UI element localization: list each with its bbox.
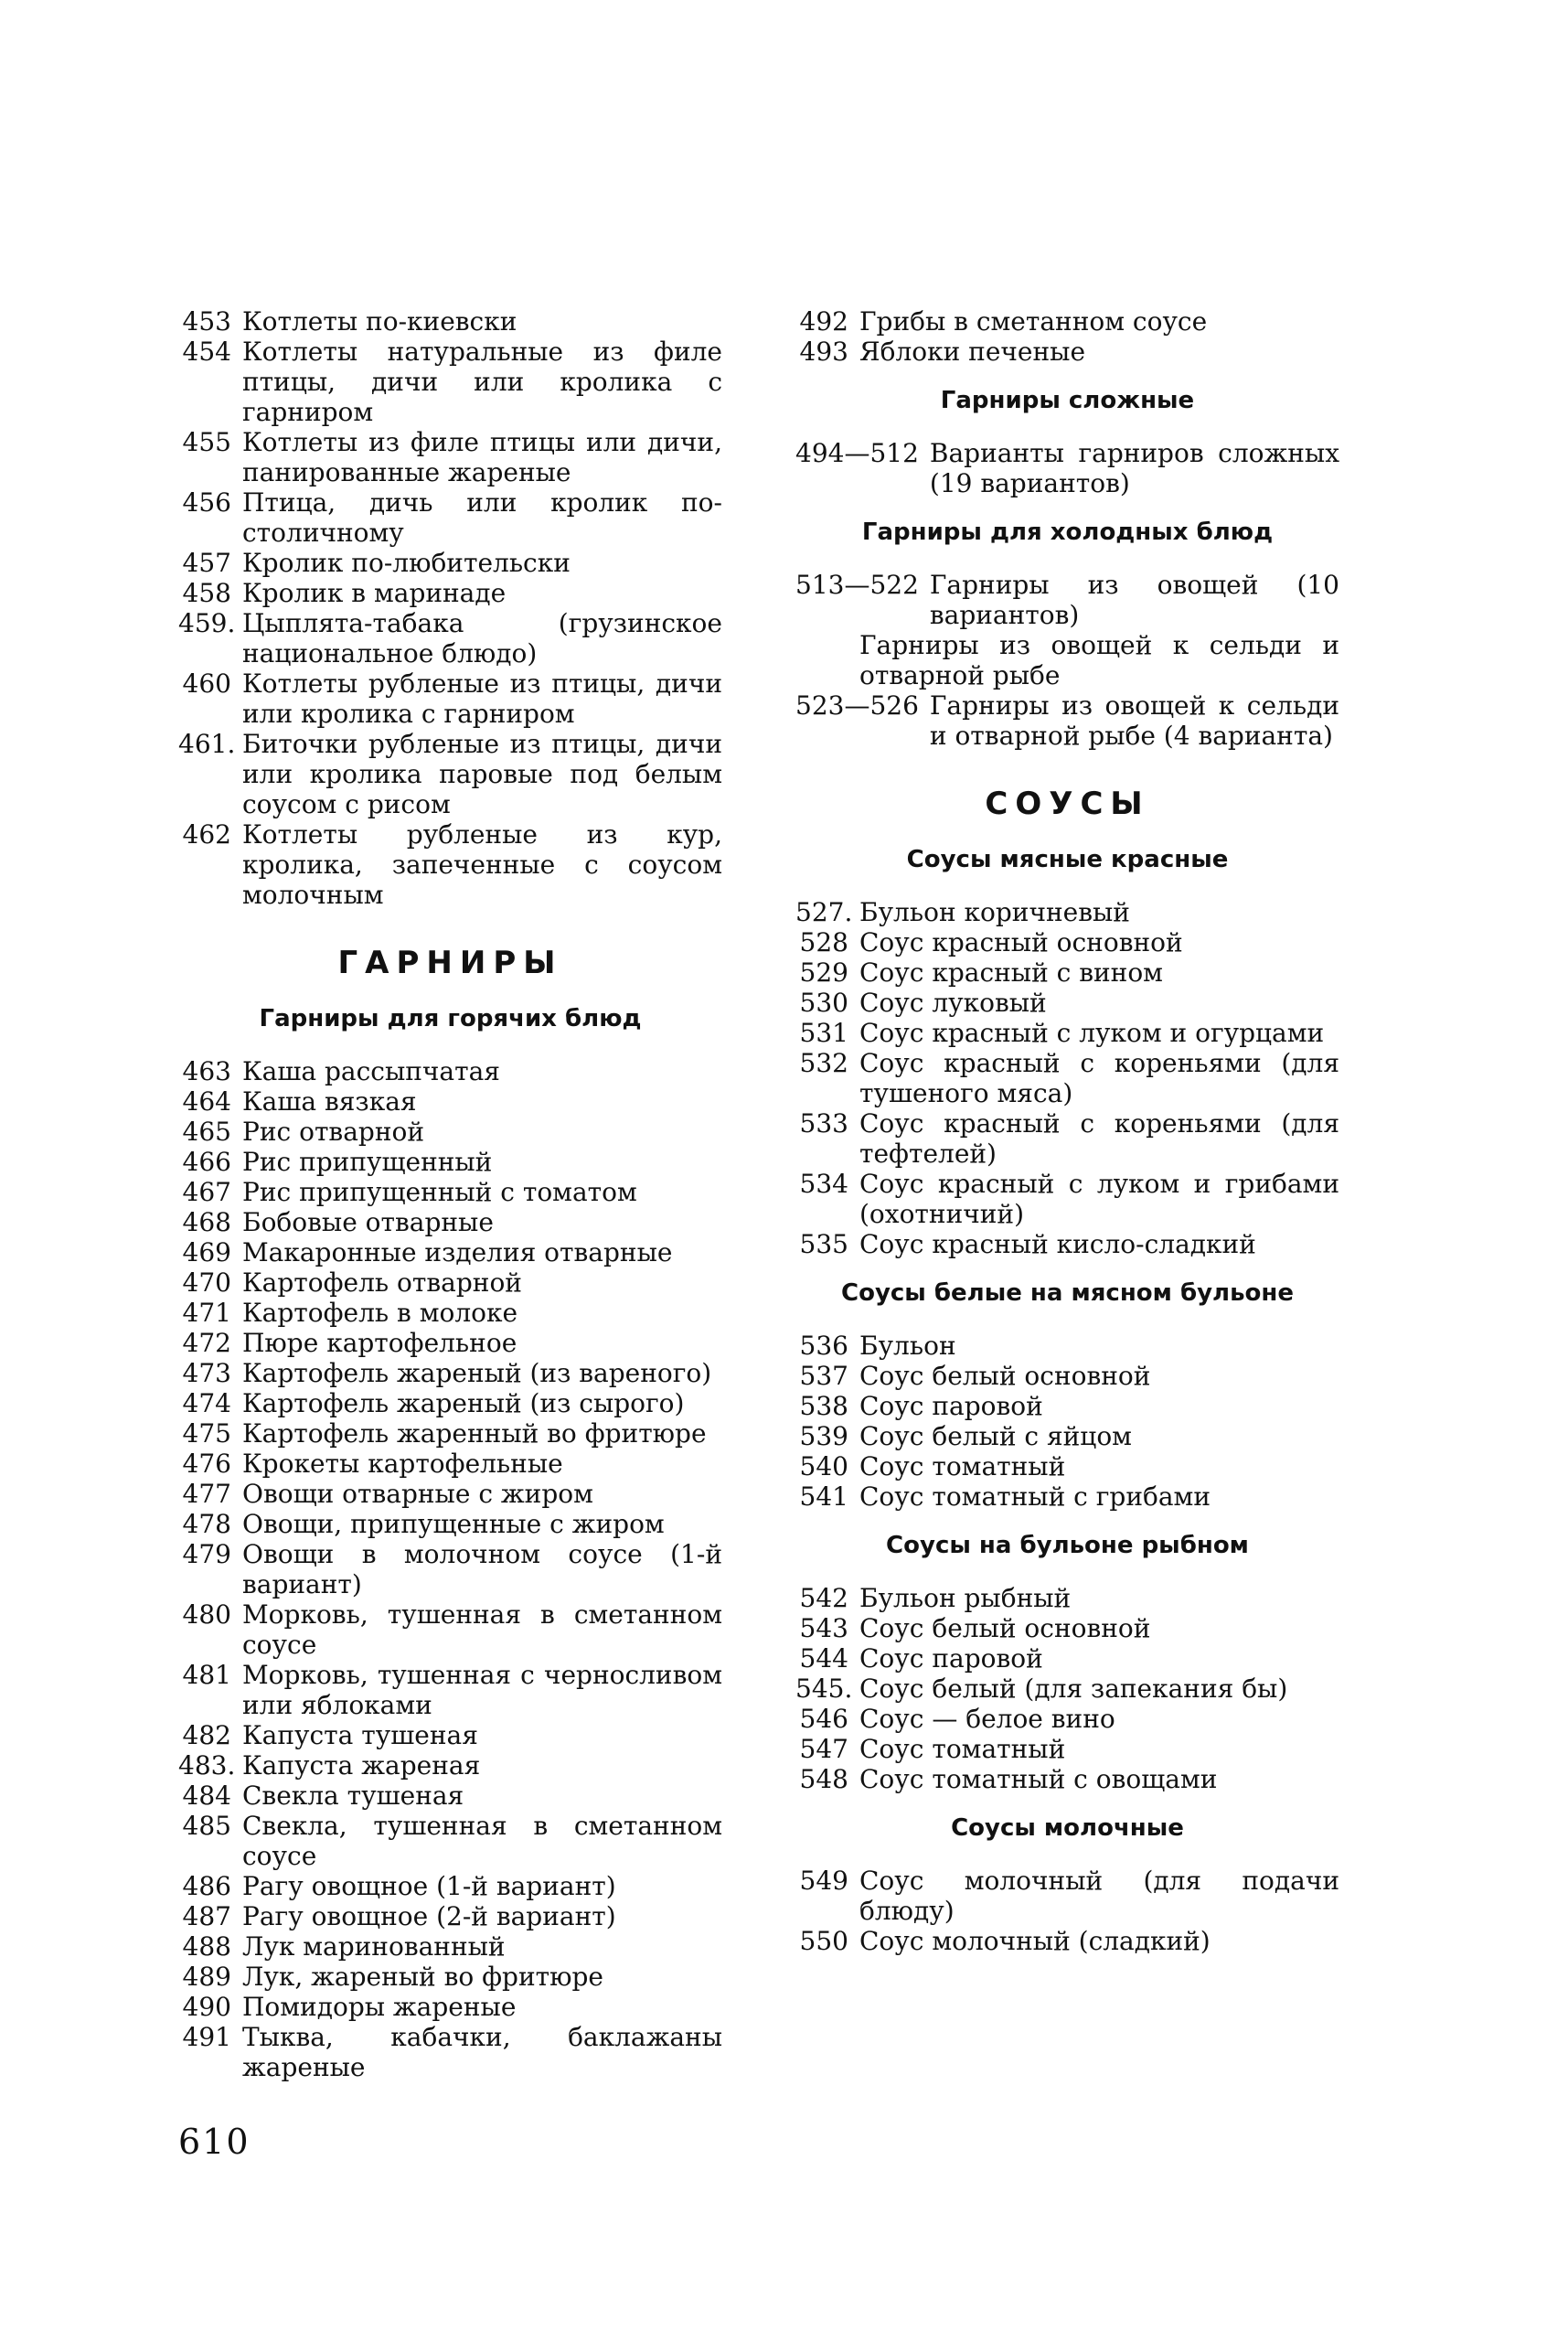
- item-text: Яблоки печеные: [859, 337, 1086, 367]
- subheading-complex-garnish: Гарниры сложные: [940, 387, 1195, 414]
- item-text: Овощи, припущенные с жиром: [242, 1509, 665, 1539]
- item-text: Соус белый (для запекания бы): [859, 1674, 1288, 1704]
- item-number: 471: [182, 1298, 231, 1328]
- item-text: Лук маринованный: [242, 1931, 506, 1962]
- page-number: 610: [178, 2122, 251, 2162]
- item-number: 453: [182, 306, 231, 337]
- list-item: [178, 1177, 722, 1207]
- item-number: 455: [182, 427, 231, 457]
- item-number: 483.: [178, 1750, 236, 1781]
- item-number: 491: [182, 2022, 231, 2052]
- list-item: [178, 1117, 722, 1147]
- list-item: [795, 1481, 1339, 1512]
- subheading-milk-sauces: Соусы молочные: [951, 1814, 1184, 1842]
- item-text: Морковь, тушенная с черносливом или яблоками: [242, 1660, 722, 1720]
- item-number: 486: [182, 1871, 231, 1901]
- item-text: Картофель жареный (из вареного): [242, 1358, 712, 1388]
- item-text: Соус молочный (для подачи блюду): [859, 1866, 1339, 1926]
- item-text: Соус луковый: [859, 988, 1047, 1018]
- item-number: 492: [799, 306, 848, 337]
- list-item: [795, 927, 1339, 957]
- list-item: [795, 630, 1339, 690]
- item-number: 470: [182, 1267, 231, 1298]
- list-item: [795, 1734, 1339, 1764]
- list-item: [795, 1169, 1339, 1229]
- item-text: Биточки рубленые из птицы, дичи или кролика паровые под белым соусом с рисом: [242, 729, 722, 819]
- list-item: [178, 1509, 722, 1539]
- item-text: Соус красный с луком и огурцами: [859, 1018, 1325, 1048]
- list-item: [795, 1229, 1339, 1259]
- item-number: 457: [182, 548, 231, 578]
- left-column: [178, 306, 722, 2082]
- list-item: [178, 1781, 722, 1811]
- list-item: [178, 729, 722, 819]
- list-item: [795, 570, 1339, 630]
- item-text: Бульон коричневый: [859, 897, 1130, 927]
- item-text: Кролик по-любительски: [242, 548, 571, 578]
- item-text: Пюре картофельное: [242, 1328, 517, 1358]
- item-number: 523—526: [795, 690, 919, 721]
- item-text: Соус красный с кореньями (для тушеного мяса): [859, 1048, 1339, 1108]
- item-text: Соус томатный: [859, 1451, 1066, 1481]
- item-text: Соус — белое вино: [859, 1704, 1115, 1734]
- item-number: 531: [799, 1018, 848, 1048]
- list-item: [795, 438, 1339, 498]
- item-text: Гарниры из овощей к сельди и отварной рыбе (4 варианта): [929, 690, 1339, 751]
- item-number: 478: [182, 1509, 231, 1539]
- entry-list: [178, 306, 722, 910]
- list-item: [178, 548, 722, 578]
- item-text: Рагу овощное (1-й вариант): [242, 1871, 616, 1901]
- item-text: Соус молочный (сладкий): [859, 1926, 1211, 1956]
- list-item: [178, 608, 722, 668]
- item-text: Соус красный с кореньями (для тефтелей): [859, 1108, 1339, 1169]
- list-item: [178, 1267, 722, 1298]
- item-number: 460: [182, 668, 231, 699]
- item-number: 532: [799, 1048, 848, 1078]
- item-number: 537: [799, 1361, 848, 1391]
- item-text: Варианты гарниров сложных (19 вариантов): [929, 438, 1339, 498]
- item-number: 534: [799, 1169, 848, 1199]
- item-number: 540: [799, 1451, 848, 1481]
- list-item: [178, 487, 722, 548]
- item-number: 548: [799, 1764, 848, 1794]
- subheading-fish-sauces: Соусы на бульоне рыбном: [886, 1532, 1249, 1559]
- entry-list: [795, 438, 1339, 498]
- item-number: 490: [182, 1992, 231, 2022]
- item-text: Соус красный с вином: [859, 957, 1163, 988]
- list-item: [178, 1479, 722, 1509]
- entry-list: [795, 570, 1339, 751]
- list-item: [178, 819, 722, 910]
- item-number: 482: [182, 1720, 231, 1750]
- item-number: 462: [182, 819, 231, 850]
- item-text: Морковь, тушенная в сметанном соусе: [242, 1599, 722, 1660]
- list-item: [795, 1583, 1339, 1613]
- entry-list: [795, 1866, 1339, 1956]
- item-number: 538: [799, 1391, 848, 1421]
- item-number: 454: [182, 337, 231, 367]
- list-item: [795, 988, 1339, 1018]
- entry-list: [795, 1583, 1339, 1794]
- list-item: [795, 1018, 1339, 1048]
- list-item: [795, 1451, 1339, 1481]
- item-number: 542: [799, 1583, 848, 1613]
- item-number: 546: [799, 1704, 848, 1734]
- item-text: Рагу овощное (2-й вариант): [242, 1901, 616, 1931]
- list-item: [178, 306, 722, 337]
- list-item: [178, 1328, 722, 1358]
- item-number: 466: [182, 1147, 231, 1177]
- item-text: Гарниры из овощей (10 вариантов): [929, 570, 1339, 630]
- list-item: [178, 1901, 722, 1931]
- list-item: [178, 1449, 722, 1479]
- list-item: [795, 1643, 1339, 1674]
- list-item: [795, 1331, 1339, 1361]
- item-text: Бульон рыбный: [859, 1583, 1072, 1613]
- item-number: 461.: [178, 729, 236, 759]
- item-number: 541: [799, 1481, 848, 1512]
- list-item: [795, 1764, 1339, 1794]
- item-text: Свекла, тушенная в сметанном соусе: [242, 1811, 722, 1871]
- item-number: 469: [182, 1237, 231, 1267]
- item-number: 487: [182, 1901, 231, 1931]
- list-item: [178, 1539, 722, 1599]
- item-number: 547: [799, 1734, 848, 1764]
- item-number: 544: [799, 1643, 848, 1674]
- list-item: [178, 337, 722, 427]
- item-text: Гарниры из овощей к сельди и отварной рыбе: [859, 630, 1339, 690]
- item-number: 465: [182, 1117, 231, 1147]
- item-text: Котлеты по-киевски: [242, 306, 517, 337]
- item-text: Птица, дичь или кролик по-столичному: [242, 487, 722, 548]
- item-number: 484: [182, 1781, 231, 1811]
- list-item: [795, 1704, 1339, 1734]
- item-text: Соус белый основной: [859, 1613, 1151, 1643]
- item-number: 467: [182, 1177, 231, 1207]
- list-item: [178, 1086, 722, 1117]
- item-text: Котлеты натуральные из филе птицы, дичи или кролика с гарниром: [242, 337, 722, 427]
- list-item: [178, 1147, 722, 1177]
- item-text: Соус белый основной: [859, 1361, 1151, 1391]
- list-item: [795, 306, 1339, 337]
- list-item: [795, 337, 1339, 367]
- item-text: Котлеты из филе птицы или дичи, панированные жареные: [242, 427, 722, 487]
- subheading-cold-dishes: Гарниры для холодных блюд: [861, 519, 1274, 546]
- item-text: Каша вязкая: [242, 1086, 417, 1117]
- item-text: Соус белый с яйцом: [859, 1421, 1132, 1451]
- item-number: 472: [182, 1328, 231, 1358]
- list-item: [178, 1418, 722, 1449]
- item-text: Кролик в маринаде: [242, 578, 507, 608]
- list-item: [178, 427, 722, 487]
- list-item: [795, 1391, 1339, 1421]
- list-item: [178, 1811, 722, 1871]
- list-item: [795, 690, 1339, 751]
- list-item: [795, 1866, 1339, 1926]
- item-number: 480: [182, 1599, 231, 1630]
- list-item: [178, 1358, 722, 1388]
- list-item: [178, 668, 722, 729]
- item-text: Соус томатный: [859, 1734, 1066, 1764]
- list-item: [178, 1388, 722, 1418]
- item-number: 536: [799, 1331, 848, 1361]
- item-text: Каша рассыпчатая: [242, 1056, 500, 1086]
- list-item: [795, 1926, 1339, 1956]
- item-number: 474: [182, 1388, 231, 1418]
- item-number: 550: [799, 1926, 848, 1956]
- item-text: Бульон: [859, 1331, 956, 1361]
- item-number: 468: [182, 1207, 231, 1237]
- item-text: Рис отварной: [242, 1117, 424, 1147]
- item-text: Свекла тушеная: [242, 1781, 464, 1811]
- list-item: [178, 1992, 722, 2022]
- item-text: Картофель отварной: [242, 1267, 522, 1298]
- list-item: [178, 1962, 722, 1992]
- item-number: 463: [182, 1056, 231, 1086]
- item-text: Овощи в молочном соусе (1-й вариант): [242, 1539, 722, 1599]
- item-number: 513—522: [795, 570, 919, 600]
- list-item: [178, 1207, 722, 1237]
- item-text: Капуста жареная: [242, 1750, 481, 1781]
- section-heading-sauces: СОУСЫ: [985, 786, 1150, 822]
- item-text: Соус томатный с овощами: [859, 1764, 1218, 1794]
- right-column: [795, 306, 1339, 1956]
- item-number: 459.: [178, 608, 236, 638]
- item-number: 488: [182, 1931, 231, 1962]
- item-text: Соус красный кисло-сладкий: [859, 1229, 1256, 1259]
- list-item: [178, 1931, 722, 1962]
- list-item: [178, 1750, 722, 1781]
- item-number: 458: [182, 578, 231, 608]
- item-text: Картофель жаренный во фритюре: [242, 1418, 707, 1449]
- list-item: [178, 1660, 722, 1720]
- item-text: Котлеты рубленые из птицы, дичи или кролика с гарниром: [242, 668, 722, 729]
- item-text: Лук, жареный во фритюре: [242, 1962, 603, 1992]
- subheading-red-sauces: Соусы мясные красные: [906, 846, 1229, 873]
- list-item: [178, 1871, 722, 1901]
- item-text: Цыплята-табака (грузинское национальное блюдо): [242, 608, 722, 668]
- list-item: [795, 1048, 1339, 1108]
- subheading-white-sauces: Соусы белые на мясном бульоне: [841, 1279, 1294, 1307]
- item-number: 530: [799, 988, 848, 1018]
- entry-list: [795, 1331, 1339, 1512]
- entry-list: [795, 306, 1339, 367]
- item-text: Помидоры жареные: [242, 1992, 517, 2022]
- list-item: [795, 1674, 1339, 1704]
- item-number: 464: [182, 1086, 231, 1117]
- item-text: Соус томатный с грибами: [859, 1481, 1211, 1512]
- list-item: [178, 1298, 722, 1328]
- list-item: [795, 1613, 1339, 1643]
- item-number: 543: [799, 1613, 848, 1643]
- item-number: 494—512: [795, 438, 919, 468]
- item-text: Овощи отварные с жиром: [242, 1479, 593, 1509]
- item-number: 493: [799, 337, 848, 367]
- section-heading-garnish: ГАРНИРЫ: [337, 945, 563, 981]
- list-item: [795, 957, 1339, 988]
- item-number: 535: [799, 1229, 848, 1259]
- item-number: 533: [799, 1108, 848, 1139]
- item-number: 489: [182, 1962, 231, 1992]
- item-number: 477: [182, 1479, 231, 1509]
- list-item: [178, 2022, 722, 2082]
- item-text: Грибы в сметанном соусе: [859, 306, 1208, 337]
- item-number: 528: [799, 927, 848, 957]
- item-number: 549: [799, 1866, 848, 1896]
- subheading-hot-dishes: Гарниры для горячих блюд: [259, 1005, 642, 1032]
- item-number: 539: [799, 1421, 848, 1451]
- item-number: 479: [182, 1539, 231, 1569]
- item-text: Соус красный основной: [859, 927, 1183, 957]
- item-text: Рис припущенный с томатом: [242, 1177, 637, 1207]
- list-item: [795, 1108, 1339, 1169]
- list-item: [178, 578, 722, 608]
- list-item: [178, 1720, 722, 1750]
- item-text: Картофель жареный (из сырого): [242, 1388, 685, 1418]
- list-item: [795, 1361, 1339, 1391]
- entry-list: [178, 1056, 722, 2082]
- item-text: Соус красный с луком и грибами (охотничий): [859, 1169, 1339, 1229]
- item-text: Тыква, кабачки, баклажаны жареные: [242, 2022, 722, 2082]
- list-item: [178, 1599, 722, 1660]
- list-item: [795, 897, 1339, 927]
- item-text: Соус паровой: [859, 1391, 1043, 1421]
- list-item: [178, 1056, 722, 1086]
- item-text: Бобовые отварные: [242, 1207, 494, 1237]
- item-number: 527.: [795, 897, 853, 927]
- item-number: 476: [182, 1449, 231, 1479]
- item-text: Котлеты рубленые из кур, кролика, запеченные с соусом молочным: [242, 819, 722, 910]
- item-text: Капуста тушеная: [242, 1720, 478, 1750]
- item-number: 529: [799, 957, 848, 988]
- item-number: 456: [182, 487, 231, 518]
- item-text: Соус паровой: [859, 1643, 1043, 1674]
- item-number: 485: [182, 1811, 231, 1841]
- item-text: Крокеты картофельные: [242, 1449, 563, 1479]
- entry-list: [795, 897, 1339, 1259]
- list-item: [795, 1421, 1339, 1451]
- item-text: Рис припущенный: [242, 1147, 493, 1177]
- item-number: 481: [182, 1660, 231, 1690]
- list-item: [178, 1237, 722, 1267]
- item-number: 473: [182, 1358, 231, 1388]
- item-number: 475: [182, 1418, 231, 1449]
- item-number: 545.: [795, 1674, 853, 1704]
- item-text: Картофель в молоке: [242, 1298, 518, 1328]
- item-text: Макаронные изделия отварные: [242, 1237, 673, 1267]
